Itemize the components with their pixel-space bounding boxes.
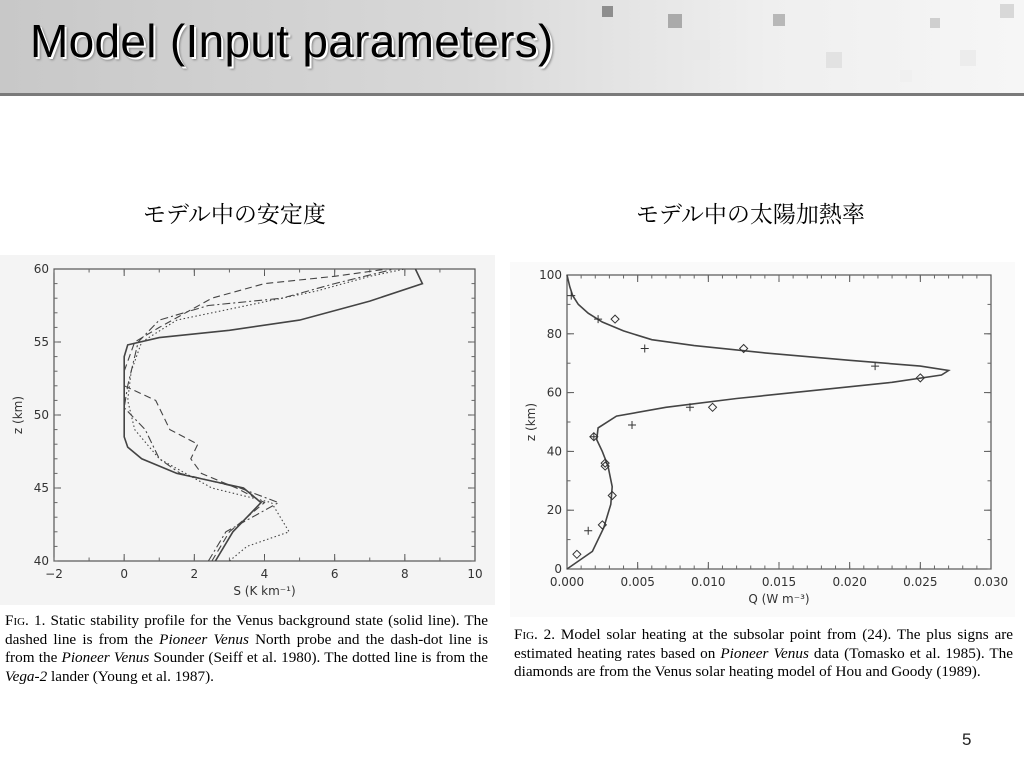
x-tick-label: 0.025 [903,575,938,589]
decorative-square [690,40,710,60]
slide-title: Model (Input parameters) [30,15,554,67]
caption-text: Model solar heating at the subsolar point from (24). The plus signs are estimated heating rates based on [514,626,1013,662]
decorative-square [826,52,842,68]
left-figure-caption [5,612,488,686]
decorative-square [960,50,976,66]
title-bar [0,0,1024,96]
x-tick-label: 0.000 [549,575,585,589]
caption-text: North probe and the dash-dot line is from the [5,630,489,667]
x-tick-label: 0 [120,567,128,581]
caption-text: data (Tomasko et al. 1985). The diamonds are from the Venus solar heating model of Hou and Goody (1989). [514,644,1013,681]
fig-label: Fig. 2. [514,626,556,643]
x-tick-label: 0.015 [761,575,797,589]
x-tick-label: 8 [401,567,409,581]
y-tick-label: 50 [33,408,49,422]
decorative-square [930,18,940,28]
x-tick-label: −2 [45,567,63,581]
y-tick-label: 20 [546,503,562,518]
decorative-square [668,14,682,28]
caption-italic: Pioneer Venus [61,649,150,667]
heating-chart [510,262,1015,617]
decorative-square [602,6,613,17]
caption-text: lander (Young et al. 1987). [47,667,214,685]
decorative-square [773,14,785,26]
caption-italic: Vega-2 [5,667,48,685]
y-tick-label: 40 [546,444,562,459]
caption-text: Sounder (Seiff et al. 1980). The dotted line is from the [149,649,489,667]
y-tick-label: 0 [554,562,562,576]
x-tick-label: 4 [260,567,269,581]
y-tick-label: 60 [546,385,562,400]
decorative-square [1000,4,1014,18]
caption-text: Static stability profile for the Venus background state (solid line). The dashed line is from the [5,612,488,648]
right-figure-caption [514,626,1013,682]
x-axis-label: Q (W m⁻³) [748,592,810,606]
x-tick-label: 10 [467,567,483,581]
right-panel-heading: モデル中の太陽加熱率 [636,202,865,228]
decorative-square [900,70,912,82]
y-tick-label: 40 [33,554,49,568]
page-number: 5 [962,730,972,749]
y-tick-label: 55 [33,335,49,349]
y-tick-label: 60 [33,262,49,276]
fig-label: Fig. 1. [5,612,46,629]
stability-chart [0,255,495,605]
x-tick-label: 6 [330,567,339,581]
x-tick-label: 0.005 [620,575,655,589]
x-tick-label: 0.010 [691,575,726,589]
y-axis-label: z (km) [524,402,538,442]
x-axis-label: S (K km⁻¹) [233,584,296,598]
x-tick-label: 2 [190,567,199,581]
y-tick-label: 80 [546,326,562,341]
left-panel-heading: モデル中の安定度 [143,202,326,228]
figure-background [0,255,495,605]
y-axis-label: z (km) [11,395,25,435]
y-tick-label: 100 [539,268,562,282]
y-tick-label: 45 [33,481,49,495]
caption-italic: Pioneer Venus [720,644,809,662]
x-tick-label: 0.030 [973,575,1009,589]
x-tick-label: 0.020 [832,575,867,589]
figure-background [510,262,1015,617]
caption-italic: Pioneer Venus [159,630,249,648]
